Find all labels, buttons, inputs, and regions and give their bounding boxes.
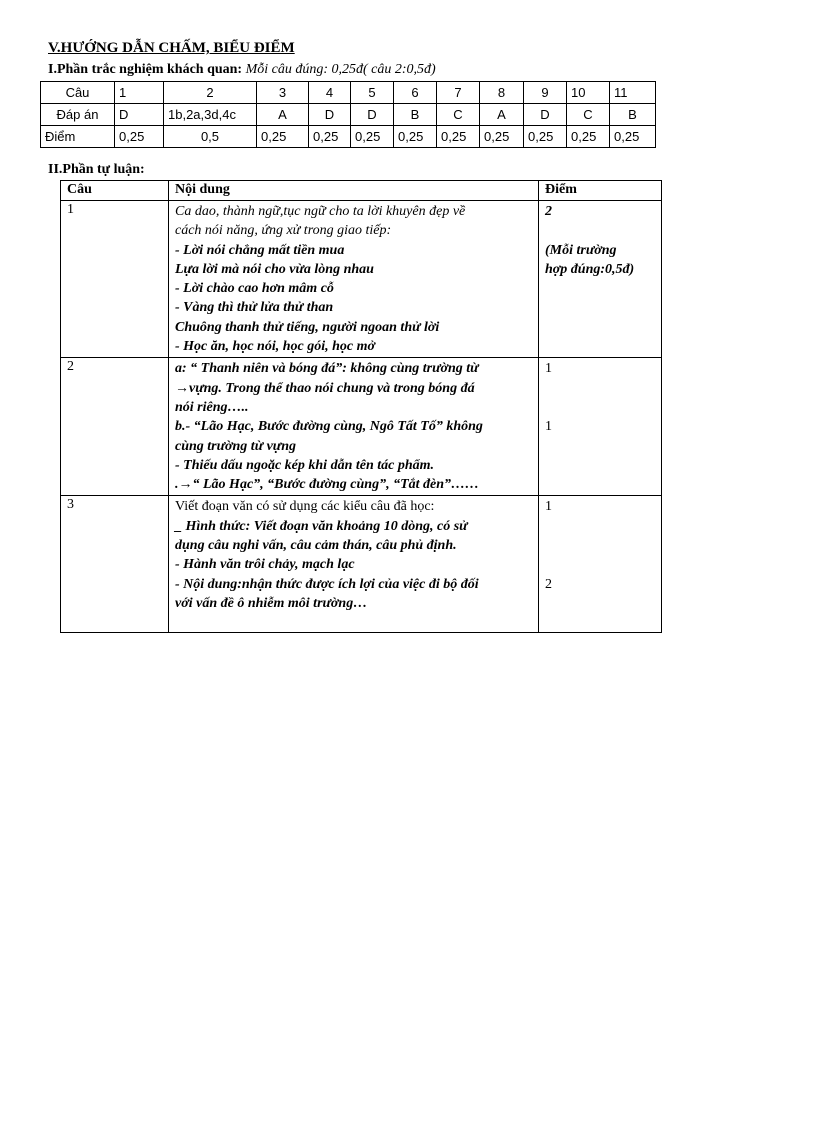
table-cell: 0,25 bbox=[437, 126, 480, 148]
score-note: hợp đúng:0,5đ) bbox=[545, 261, 635, 277]
question-number: 2 bbox=[61, 358, 169, 496]
header-noidung: Nội dung bbox=[169, 181, 539, 201]
table-cell: 0,25 bbox=[480, 126, 524, 148]
answer-content bbox=[169, 496, 539, 633]
part1-heading bbox=[48, 62, 436, 78]
score-cell bbox=[539, 201, 662, 358]
answer-line: .→“ Lão Hạc”, “Bước đường cùng”, “Tắt đèn”…… bbox=[175, 477, 480, 493]
arrow-icon: → bbox=[175, 380, 189, 396]
table-cell: 9 bbox=[524, 82, 567, 104]
arrow-icon: → bbox=[178, 477, 193, 493]
answer-line: - Lời chào cao hơn mâm cỗ bbox=[175, 281, 334, 297]
score-note: (Mỗi trường bbox=[545, 242, 617, 258]
question-number: 1 bbox=[61, 201, 169, 358]
part1-note: Mỗi câu đúng: 0,25đ( câu 2:0,5đ) bbox=[245, 62, 436, 77]
table-cell: 0,25 bbox=[351, 126, 394, 148]
table-cell: D bbox=[115, 104, 164, 126]
essay-table bbox=[60, 180, 662, 633]
answer-line: nói riêng….. bbox=[175, 399, 249, 415]
table-cell: Điểm bbox=[41, 126, 115, 148]
table-cell: 5 bbox=[351, 82, 394, 104]
table-cell: 7 bbox=[437, 82, 480, 104]
header-diem: Điểm bbox=[539, 181, 662, 201]
table-cell: 4 bbox=[309, 82, 351, 104]
answer-line: - Vàng thì thử lửa thử than bbox=[175, 300, 334, 316]
answer-content bbox=[169, 358, 539, 496]
table-cell: 1 bbox=[115, 82, 164, 104]
table-cell: C bbox=[567, 104, 610, 126]
answer-line: cùng trường từ vựng bbox=[175, 438, 296, 454]
table-cell: C bbox=[437, 104, 480, 126]
header-cau: Câu bbox=[61, 181, 169, 201]
answer-line: Viết đoạn văn có sử dụng các kiểu câu đã học: bbox=[175, 499, 435, 515]
table-header-row bbox=[61, 181, 662, 201]
table-row bbox=[41, 126, 656, 148]
answer-line: - Học ăn, học nói, học gói, học mở bbox=[175, 339, 376, 355]
table-cell: 10 bbox=[567, 82, 610, 104]
table-cell: A bbox=[480, 104, 524, 126]
answer-line: với vấn đề ô nhiễm môi trường… bbox=[175, 595, 368, 611]
table-cell: 2 bbox=[164, 82, 257, 104]
answer-line: - Thiếu dấu ngoặc kép khi dẫn tên tác phẩm. bbox=[175, 457, 435, 473]
answer-line: b.- “Lão Hạc, Bước đường cùng, Ngô Tất Tố” không bbox=[175, 419, 483, 435]
answer-line: - Hành văn trôi chảy, mạch lạc bbox=[175, 557, 355, 573]
answer-line: - Lời nói chẳng mất tiền mua bbox=[175, 242, 345, 258]
table-cell: 8 bbox=[480, 82, 524, 104]
table-cell: 0,5 bbox=[164, 126, 257, 148]
answer-line: Chuông thanh thử tiếng, người ngoan thử lời bbox=[175, 319, 440, 335]
table-cell: D bbox=[524, 104, 567, 126]
table-cell: D bbox=[309, 104, 351, 126]
score-value: 1 bbox=[545, 499, 552, 515]
table-cell: A bbox=[257, 104, 309, 126]
table-cell: 0,25 bbox=[610, 126, 656, 148]
score-cell bbox=[539, 358, 662, 496]
table-row bbox=[61, 358, 662, 496]
answer-line: Lựa lời mà nói cho vừa lòng nhau bbox=[175, 261, 374, 277]
answer-line: cách nói năng, ứng xử trong giao tiếp: bbox=[175, 223, 392, 239]
part2-heading: II.Phần tự luận: bbox=[48, 162, 145, 177]
score-value: 2 bbox=[545, 204, 552, 219]
table-row bbox=[41, 104, 656, 126]
table-cell: B bbox=[394, 104, 437, 126]
part1-label: I.Phần trắc nghiệm khách quan: bbox=[48, 62, 243, 77]
score-value: 2 bbox=[545, 576, 552, 592]
table-row bbox=[61, 201, 662, 358]
answer-line: dụng câu nghi vấn, câu cảm thán, câu phủ định. bbox=[175, 538, 457, 554]
answer-line: Ca dao, thành ngữ,tục ngữ cho ta lời khuyên đẹp về bbox=[175, 204, 466, 219]
table-row bbox=[61, 496, 662, 633]
table-cell: 0,25 bbox=[524, 126, 567, 148]
answer-line: →vựng. Trong thể thao nói chung và trong bóng đá bbox=[175, 380, 475, 396]
table-cell: 11 bbox=[610, 82, 656, 104]
page-title: V.HƯỚNG DẪN CHẤM, BIỂU ĐIỂM bbox=[48, 40, 295, 56]
table-cell: Đáp án bbox=[41, 104, 115, 126]
score-value: 1 bbox=[545, 361, 552, 377]
table-cell: 0,25 bbox=[115, 126, 164, 148]
answer-line: - Nội dung:nhận thức được ích lợi của việc đi bộ đối bbox=[175, 576, 479, 592]
answer-line: _ Hình thức: Viết đoạn văn khoảng 10 dòng, có sử bbox=[175, 518, 468, 534]
table-cell: 3 bbox=[257, 82, 309, 104]
answer-content bbox=[169, 201, 539, 358]
score-cell bbox=[539, 496, 662, 633]
table-cell: 0,25 bbox=[567, 126, 610, 148]
table-cell: 0,25 bbox=[257, 126, 309, 148]
table-cell: 0,25 bbox=[394, 126, 437, 148]
table-cell: D bbox=[351, 104, 394, 126]
table-cell: 0,25 bbox=[309, 126, 351, 148]
table-row bbox=[41, 82, 656, 104]
question-number: 3 bbox=[61, 496, 169, 633]
answer-line: a: “ Thanh niên và bóng đá”: không cùng trường từ bbox=[175, 361, 479, 377]
table-cell: 1b,2a,3d,4c bbox=[164, 104, 257, 126]
score-value: 1 bbox=[545, 418, 552, 434]
multiple-choice-table bbox=[40, 81, 656, 148]
table-cell: 6 bbox=[394, 82, 437, 104]
table-cell: B bbox=[610, 104, 656, 126]
table-cell: Câu bbox=[41, 82, 115, 104]
